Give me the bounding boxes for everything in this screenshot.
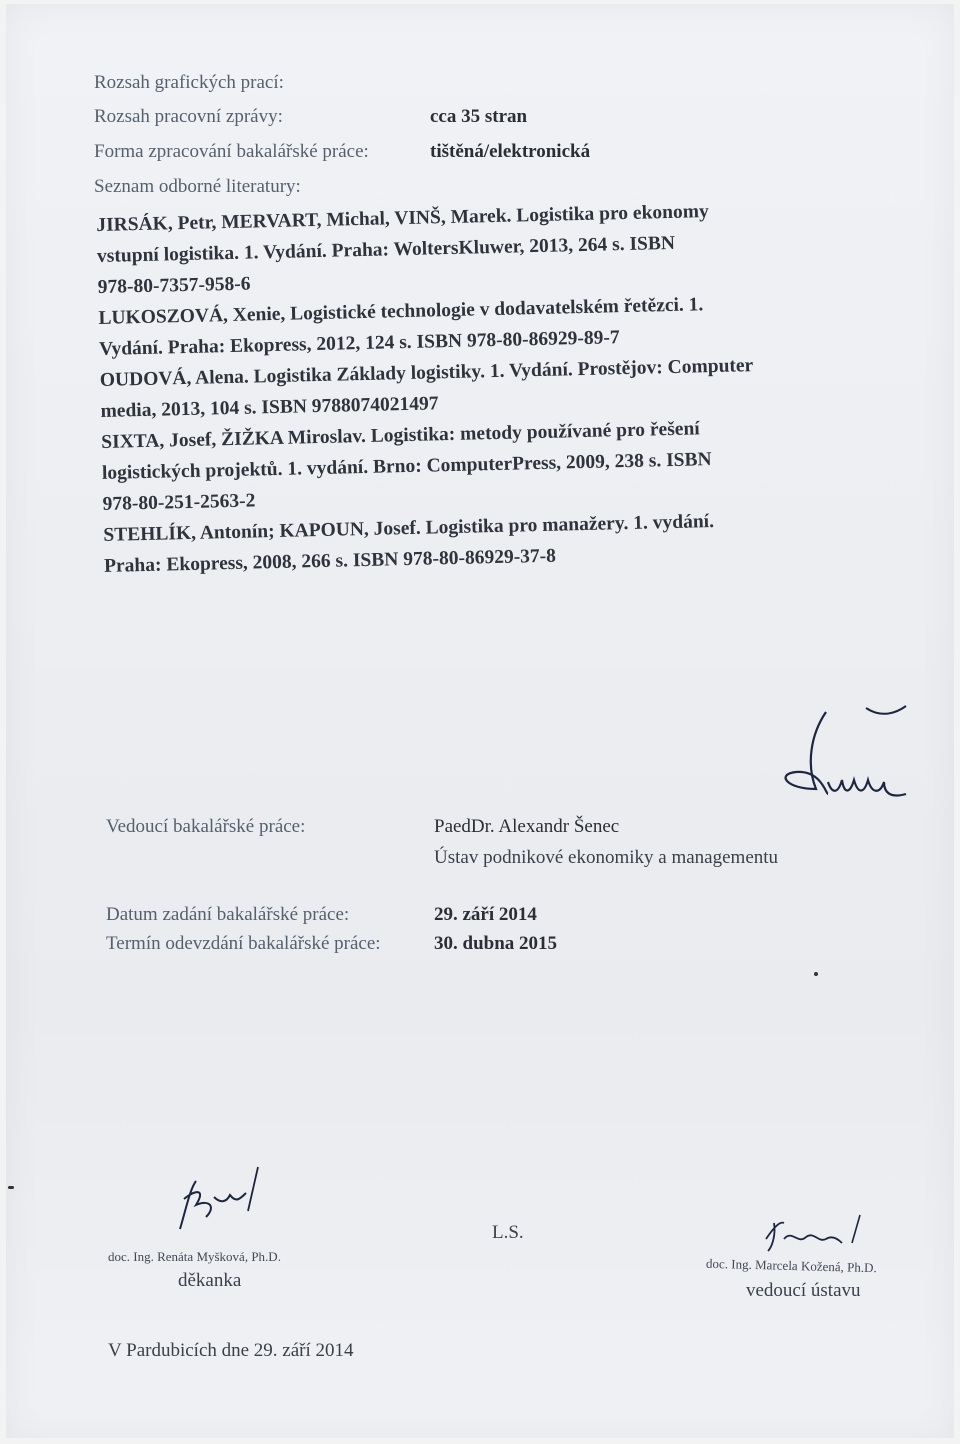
value-report-scope: cca 35 stran bbox=[430, 106, 528, 127]
reference-line: 978-80-7357-958-6 bbox=[97, 273, 251, 298]
value-submission-date: 30. dubna 2015 bbox=[434, 933, 558, 954]
label-form: Forma zpracování bakalářské práce: bbox=[94, 141, 369, 162]
reference-line: Vydání. Praha: Ekopress, 2012, 124 s. ISBN 978-80-86929-89-7 bbox=[98, 327, 620, 360]
dean-signature bbox=[166, 1159, 276, 1239]
reference-line: media, 2013, 104 s. ISBN 9788074021497 bbox=[100, 393, 439, 422]
reference-line: logistických projektů. 1. vydání. Brno: ComputerPress, 2009, 238 s. ISBN bbox=[101, 449, 712, 484]
reference-line: 978-80-251-2563-2 bbox=[102, 490, 256, 515]
reference-line: vstupní logistika. 1. Vydání. Praha: WoltersKluwer, 2013, 264 s. ISBN bbox=[96, 232, 676, 267]
reference-line: LUKOSZOVÁ, Xenie, Logistické technologie v dodavatelském řetězci. 1. bbox=[98, 294, 704, 329]
reference-line: STEHLÍK, Antonín; KAPOUN, Josef. Logistika pro manažery. 1. vydání. bbox=[103, 511, 715, 546]
label-graphic-scope: Rozsah grafických prací: bbox=[94, 72, 284, 93]
supervisor-name: PaedDr. Alexandr Šenec bbox=[434, 816, 620, 837]
supervisor-signature bbox=[766, 694, 926, 814]
reference-line: SIXTA, Josef, ŽIŽKA Miroslav. Logistika: metody používané pro řešení bbox=[101, 418, 700, 453]
supervisor-department: Ústav podnikové ekonomiky a managementu bbox=[434, 847, 779, 868]
label-assignment-date: Datum zadání bakalářské práce: bbox=[106, 904, 350, 925]
label-submission-date: Termín odevzdání bakalářské práce: bbox=[106, 933, 381, 954]
dean-role: děkanka bbox=[178, 1270, 242, 1291]
reference-line: Praha: Ekopress, 2008, 266 s. ISBN 978-80-86929-37-8 bbox=[103, 545, 557, 577]
head-role: vedoucí ústavu bbox=[746, 1280, 861, 1301]
value-form: tištěná/elektronická bbox=[430, 141, 591, 162]
document-page bbox=[6, 4, 954, 1438]
head-name: doc. Ing. Marcela Kožená, Ph.D. bbox=[705, 1255, 877, 1276]
reference-line: OUDOVÁ, Alena. Logistika Základy logistiky. 1. Vydání. Prostějov: Computer bbox=[99, 355, 754, 391]
label-literature: Seznam odborné literatury: bbox=[94, 176, 301, 197]
reference-line: JIRSÁK, Petr, MERVART, Michal, VINŠ, Marek. Logistika pro ekonomy bbox=[96, 201, 709, 236]
dean-name: doc. Ing. Renáta Myšková, Ph.D. bbox=[108, 1249, 281, 1264]
seal-mark: L.S. bbox=[492, 1222, 524, 1243]
label-report-scope: Rozsah pracovní zprávy: bbox=[94, 106, 283, 127]
head-signature bbox=[758, 1209, 868, 1259]
label-supervisor: Vedoucí bakalářské práce: bbox=[106, 816, 306, 837]
value-assignment-date: 29. září 2014 bbox=[434, 904, 537, 925]
reference-list bbox=[96, 192, 884, 582]
ink-dot bbox=[8, 1186, 14, 1189]
ink-dot bbox=[814, 972, 818, 976]
place-and-date: V Pardubicích dne 29. září 2014 bbox=[108, 1340, 354, 1361]
